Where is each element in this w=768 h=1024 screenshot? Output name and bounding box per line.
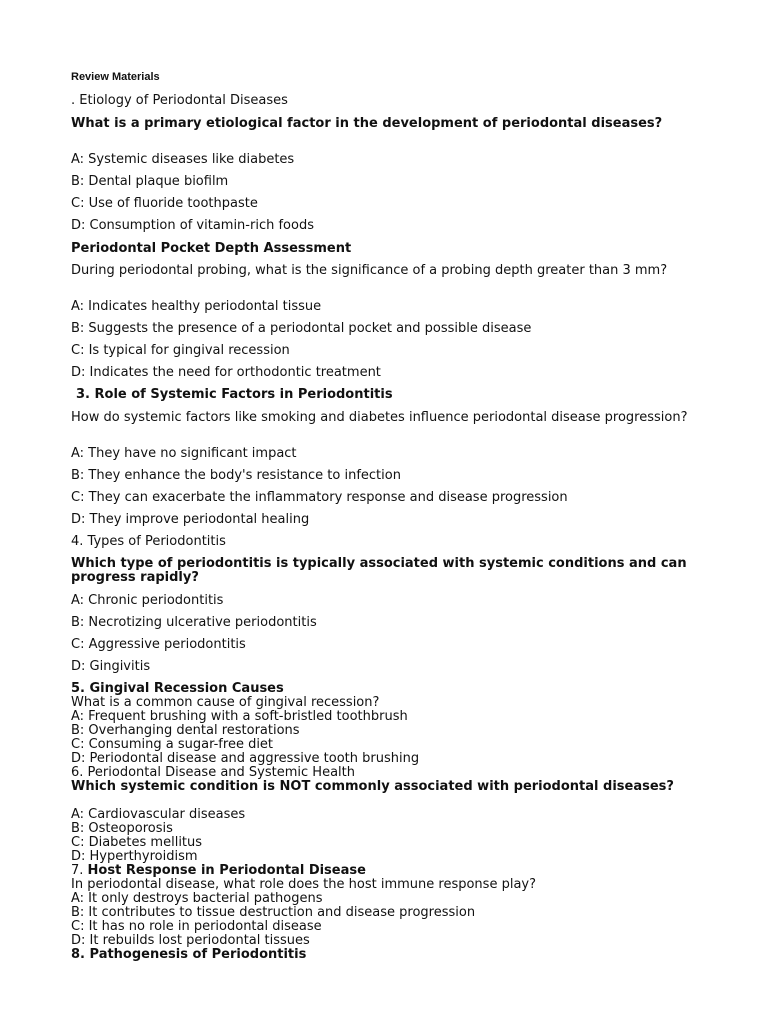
answer-option-a: A: Cardiovascular diseases	[71, 807, 246, 822]
answer-option-d: D: Indicates the need for orthodontic treatment	[71, 365, 381, 380]
question-systemic-factors: How do systemic factors like smoking and diabetes influence periodontal disease progression?	[71, 410, 688, 425]
section-title-recession: 5. Gingival Recession Causes	[71, 681, 284, 696]
answer-option-d: D: Consumption of vitamin-rich foods	[71, 218, 314, 233]
answer-option-b: B: It contributes to tissue destruction and disease progression	[71, 905, 476, 920]
answer-option-a: A: They have no significant impact	[71, 446, 297, 461]
document-header: Review Materials	[71, 71, 160, 83]
answer-option-b: B: Dental plaque biofilm	[71, 174, 229, 189]
answer-option-d: D: Hyperthyroidism	[71, 849, 198, 864]
section-title-etiology: . Etiology of Periodontal Diseases	[71, 93, 288, 108]
answer-option-b: B: Necrotizing ulcerative periodontitis	[71, 615, 317, 630]
section-number: 7.	[71, 863, 88, 878]
answer-option-c: C: Aggressive periodontitis	[71, 637, 246, 652]
answer-option-b: B: Osteoporosis	[71, 821, 173, 836]
answer-option-a: A: It only destroys bacterial pathogens	[71, 891, 323, 906]
question-systemic-health: Which systemic condition is NOT commonly associated with periodontal diseases?	[71, 779, 674, 794]
answer-option-b: B: Suggests the presence of a periodontal pocket and possible disease	[71, 321, 532, 336]
question-pocket-depth: During periodontal probing, what is the significance of a probing depth greater than 3 mm?	[71, 263, 668, 278]
section-heading-host-response	[71, 864, 701, 878]
answer-option-c: C: Is typical for gingival recession	[71, 343, 290, 358]
answer-option-a: A: Systemic diseases like diabetes	[71, 152, 295, 167]
answer-option-d: D: It rebuilds lost periodontal tissues	[71, 933, 310, 948]
answer-option-a: A: Frequent brushing with a soft-bristled toothbrush	[71, 709, 408, 724]
answer-option-d: D: They improve periodontal healing	[71, 512, 310, 527]
answer-option-a: A: Chronic periodontitis	[71, 593, 224, 608]
answer-option-d: D: Periodontal disease and aggressive tooth brushing	[71, 751, 420, 766]
section-title-pathogenesis: 8. Pathogenesis of Periodontitis	[71, 947, 307, 962]
question-etiology: What is a primary etiological factor in the development of periodontal diseases?	[71, 116, 663, 131]
question-recession: What is a common cause of gingival recession?	[71, 695, 380, 710]
answer-option-c: C: Diabetes mellitus	[71, 835, 203, 850]
answer-option-c: C: Use of fluoride toothpaste	[71, 196, 258, 211]
question-host-response: In periodontal disease, what role does the host immune response play?	[71, 877, 536, 892]
answer-option-d: D: Gingivitis	[71, 659, 151, 674]
section-title-pocket-depth: Periodontal Pocket Depth Assessment	[71, 241, 352, 256]
section-title-systemic-health: 6. Periodontal Disease and Systemic Health	[71, 765, 355, 780]
answer-option-b: B: Overhanging dental restorations	[71, 723, 300, 738]
answer-option-a: A: Indicates healthy periodontal tissue	[71, 299, 322, 314]
answer-option-c: C: Consuming a sugar-free diet	[71, 737, 274, 752]
answer-option-c: C: It has no role in periodontal disease	[71, 919, 322, 934]
answer-option-c: C: They can exacerbate the inflammatory response and disease progression	[71, 490, 568, 505]
question-types: Which type of periodontitis is typically associated with systemic conditions and can progress rapidly?	[71, 556, 687, 585]
section-title-types: 4. Types of Periodontitis	[71, 534, 226, 549]
section-title-host-response: Host Response in Periodontal Disease	[87, 863, 366, 878]
answer-option-b: B: They enhance the body's resistance to infection	[71, 468, 401, 483]
section-title-systemic-factors: 3. Role of Systemic Factors in Periodontitis	[76, 387, 393, 402]
